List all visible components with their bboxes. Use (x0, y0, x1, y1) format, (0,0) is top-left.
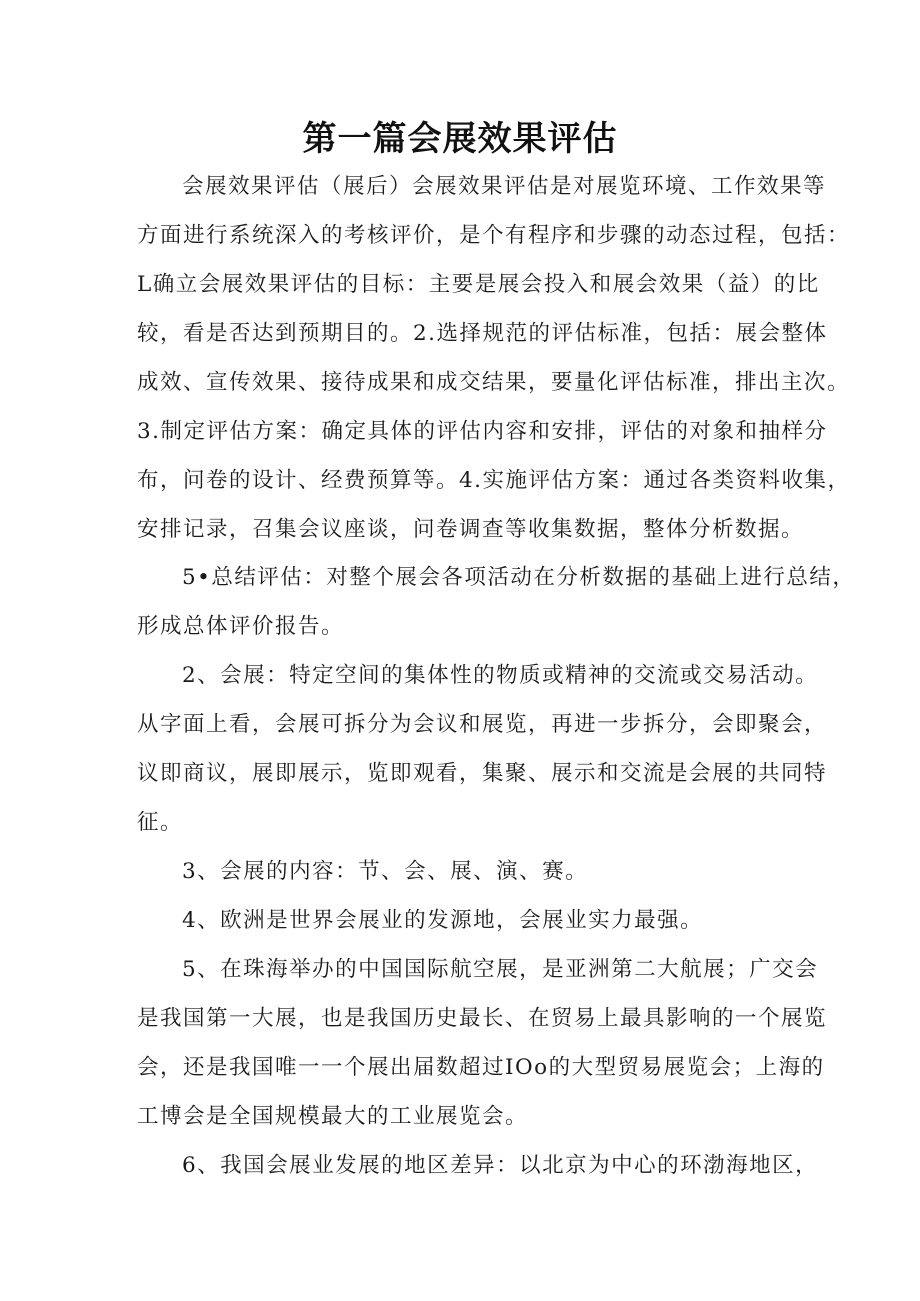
text-line: 是我国第一大展，也是我国历史最长、在贸易上最具影响的一个展览 (137, 1006, 828, 1031)
text-line: 征。 (137, 810, 184, 835)
text-line: 5•总结评估：对整个展会各项活动在分析数据的基础上进行总结， (182, 565, 856, 590)
text-line: 工博会是全国规模最大的工业展览会。 (137, 1104, 529, 1129)
text-line: 会展效果评估（展后）会展效果评估是对展览环境、工作效果等 (182, 174, 827, 199)
text-line: 从字面上看，会展可拆分为会议和展览，再进一步拆分，会即聚会， (137, 712, 828, 737)
text-line: 较，看是否达到预期目的。2.选择规范的评估标准，包括：展会整体 (137, 321, 828, 346)
text-line: 3、会展的内容：节、会、展、演、赛。 (182, 859, 589, 884)
text-line: 方面进行系统深入的考核评价，是个有程序和步骤的动态过程，包括： (137, 223, 851, 248)
text-line: 3.制定评估方案：确定具体的评估内容和安排，评估的对象和抽样分 (137, 419, 828, 444)
text-line: L确立会展效果评估的目标：主要是展会投入和展会效果（益）的比 (137, 272, 820, 297)
text-line: 形成总体评价报告。 (137, 614, 345, 639)
text-line: 5、在珠海举办的中国国际航空展，是亚洲第二大航展；广交会 (182, 957, 819, 982)
text-line: 4、欧洲是世界会展业的发源地，会展业实力最强。 (182, 908, 704, 933)
text-line: 布，问卷的设计、经费预算等。4.实施评估方案：通过各类资料收集， (137, 468, 851, 493)
text-line: 安排记录，召集会议座谈，问卷调查等收集数据，整体分析数据。 (137, 517, 805, 542)
text-line: 会，还是我国唯一一个展出届数超过IOo的大型贸易展览会；上海的 (137, 1055, 825, 1080)
page-title: 第一篇会展效果评估 (302, 119, 618, 159)
text-line: 议即商议，展即展示，览即观看，集聚、展示和交流是会展的共同特 (137, 761, 828, 786)
text-line: 6、我国会展业发展的地区差异：以北京为中心的环渤海地区， (182, 1153, 819, 1178)
text-line: 2、会展：特定空间的集体性的物质或精神的交流或交易活动。 (182, 663, 819, 688)
text-line: 成效、宣传效果、接待成果和成交结果，要量化评估标准，排出主次。 (137, 370, 851, 395)
